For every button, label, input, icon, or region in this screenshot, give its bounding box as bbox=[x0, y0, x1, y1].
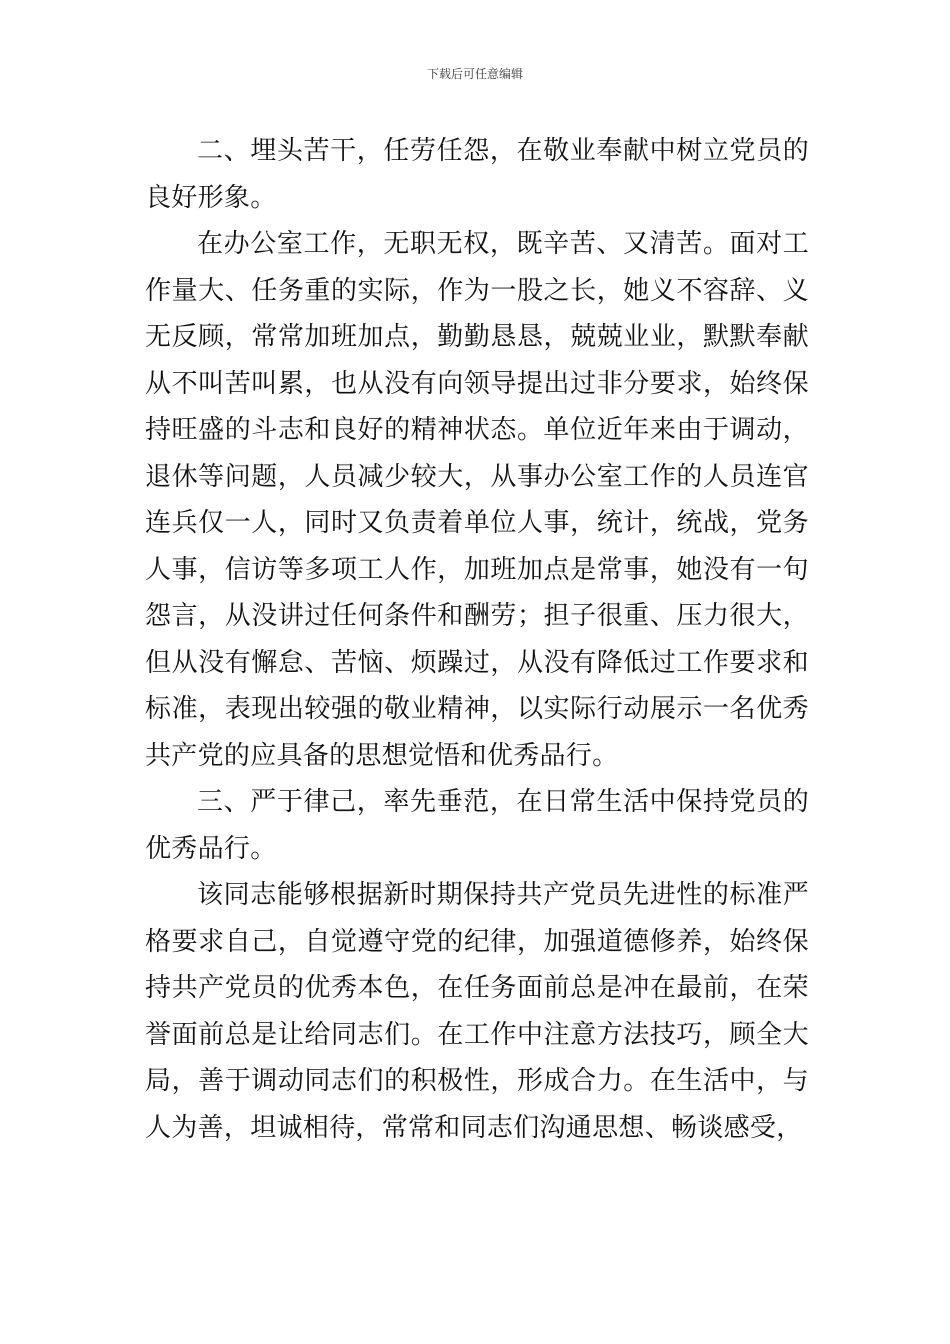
page-header: 下载后可任意编辑 bbox=[426, 67, 523, 81]
paragraph-office-work: 在办公室工作，无职无权，既辛苦、又清苦。面对工作量大、任务重的实际，作为一股之长，她义不容辞、义无反顾，常常加班加点，勤勤恳恳，兢兢业业，默默奉献从不叫苦叫累，也从没有向领导提出过非分要求，始终保持旺盛的斗志和良好的精神状态。单位近年来由于调动，退休等问题，人员减少较大，从事办公室工作的人员连官连兵仅一人，同时又负责着单位人事，统计，统战，党务人事，信访等多项工人作，加班加点是常事，她没有一句怨言，从没讲过任何条件和酬劳；担子很重、压力很大，但从没有懈怠、苦恼、烦躁过，从没有降低过工作要求和标准，表现出较强的敬业精神，以实际行动展示一名优秀共产党的应具备的思想觉悟和优秀品行。 bbox=[145, 229, 809, 771]
document-body bbox=[145, 128, 809, 1151]
section-heading-2: 二、埋头苦干，任劳任怨，在敬业奉献中树立党员的良好形象。 bbox=[145, 136, 809, 213]
paragraph-self-discipline: 该同志能够根据新时期保持共产党员先进性的标准严格要求自己，自觉遵守党的纪律，加强道德修养，始终保持共产党员的优秀本色，在任务面前总是冲在最前，在荣誉面前总是让给同志们。在工作中注意方法技巧，顾全大局，善于调动同志们的积极性，形成合力。在生活中，与人为善，坦诚相待，常常和同志们沟通思想、畅谈感受， bbox=[145, 880, 809, 1143]
section-heading-3: 三、严于律己，率先垂范，在日常生活中保持党员的优秀品行。 bbox=[145, 787, 809, 864]
